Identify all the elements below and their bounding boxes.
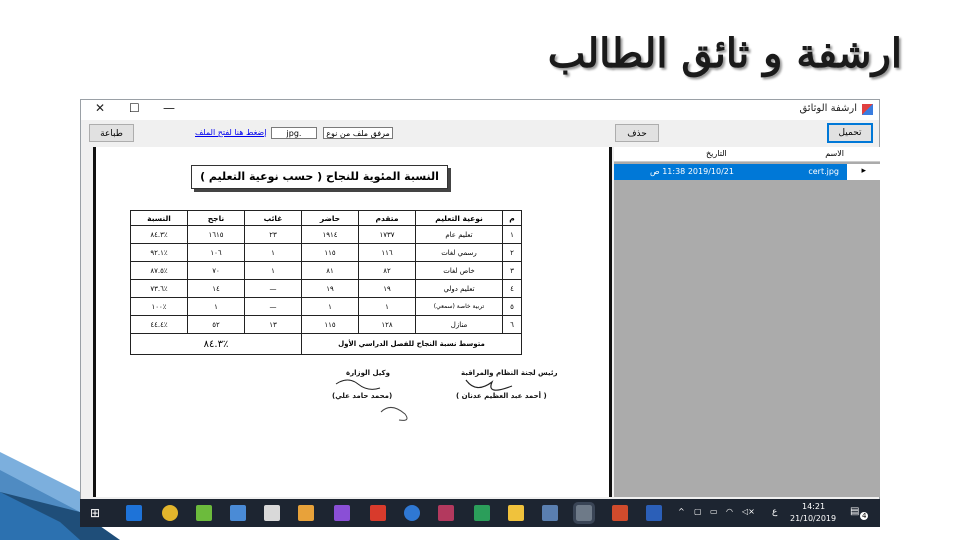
powerpoint-icon[interactable] <box>612 505 628 521</box>
table-cell: تعليم عام <box>416 226 503 244</box>
table-cell: ٣ <box>503 262 522 280</box>
table-cell: ١ <box>359 298 416 316</box>
volume-icon[interactable]: ◁× <box>742 507 755 516</box>
archive-window <box>80 99 880 526</box>
files-grid[interactable] <box>614 147 880 497</box>
table-cell: ٪٨٧.٥ <box>131 262 188 280</box>
table-cell: ٨١ <box>302 262 359 280</box>
close-button[interactable]: ✕ <box>95 101 106 115</box>
table-cell: ١١٥ <box>302 244 359 262</box>
table-row <box>131 244 522 262</box>
teamviewer-icon[interactable] <box>404 505 420 521</box>
app-icon-red[interactable] <box>370 505 386 521</box>
row-file-date: 2019/10/21 11:38 ص <box>650 167 734 176</box>
table-cell: ٪١٠٠ <box>131 298 188 316</box>
grid-row[interactable] <box>614 164 880 180</box>
app-icon-orange[interactable] <box>298 505 314 521</box>
visual-studio-icon[interactable] <box>334 505 350 521</box>
app-icon-paint[interactable] <box>264 505 280 521</box>
table-summary-row <box>131 334 522 355</box>
table-cell: ١٤ <box>188 280 245 298</box>
table-cell: ١٩١٤ <box>302 226 359 244</box>
open-file-link[interactable]: إضغط هنا لفتح الملف <box>195 128 267 137</box>
summary-label: متوسط نسبة النجاح للفصل الدراسي الأول <box>302 334 522 355</box>
table-cell: ٪٧٣.٦ <box>131 280 188 298</box>
file-type-label: مرفق ملف من نوع <box>323 127 393 139</box>
table-cell: ١ <box>245 262 302 280</box>
signature-right-title: رئيس لجنة النظام والمراقبة <box>461 369 558 377</box>
table-cell: ١ <box>245 244 302 262</box>
table-cell: ٦ <box>503 316 522 334</box>
column-header: نوعية التعليم <box>416 211 503 226</box>
delete-button[interactable]: حذف <box>615 124 659 142</box>
excel-icon[interactable] <box>474 505 490 521</box>
table-cell: ٪٩٢.١ <box>131 244 188 262</box>
access-icon[interactable] <box>438 505 454 521</box>
column-header: متقدم <box>359 211 416 226</box>
table-cell: ١٠٦ <box>188 244 245 262</box>
table-cell: منازل <box>416 316 503 334</box>
table-cell: ١٩ <box>359 280 416 298</box>
table-cell: ١١٦ <box>359 244 416 262</box>
table-cell: ٥ <box>503 298 522 316</box>
table-cell: ١ <box>302 298 359 316</box>
column-header-date[interactable]: التاريخ <box>706 149 727 158</box>
table-cell: رسمي لغات <box>416 244 503 262</box>
input-language[interactable]: ع <box>772 507 778 517</box>
table-cell: ٥٢ <box>188 316 245 334</box>
table-cell: تربية خاصة (سمعي) <box>416 298 503 316</box>
table-cell: ١٢٨ <box>359 316 416 334</box>
column-header: م <box>503 211 522 226</box>
table-cell: ١ <box>503 226 522 244</box>
table-row <box>131 226 522 244</box>
table-row <box>131 298 522 316</box>
table-cell: ٪٤٤.٤ <box>131 316 188 334</box>
column-header: غائب <box>245 211 302 226</box>
archive-app-icon[interactable] <box>576 505 592 521</box>
word-icon[interactable] <box>646 505 662 521</box>
table-cell: — <box>245 298 302 316</box>
maximize-button[interactable]: ☐ <box>129 101 140 115</box>
slide-title: ارشفة و ثائق الطالب <box>547 30 902 77</box>
minimize-button[interactable]: — <box>163 101 175 115</box>
notification-icon[interactable]: ▤ <box>850 506 860 517</box>
table-row <box>131 316 522 334</box>
app-icon-green[interactable] <box>196 505 212 521</box>
table-cell: ١ <box>188 298 245 316</box>
upload-button[interactable]: تحميل <box>827 123 873 143</box>
column-header: حاضر <box>302 211 359 226</box>
battery-icon[interactable]: ▭ <box>710 507 718 516</box>
signature-left-name: (محمد حامد علي) <box>332 392 393 400</box>
signature-right-name: ( أحمد عبد العظيم عدنان ) <box>456 392 547 400</box>
table-cell: — <box>245 280 302 298</box>
table-cell: ١٩ <box>302 280 359 298</box>
edge-icon[interactable] <box>126 505 142 521</box>
summary-value: ٪٨٤.٣ <box>131 334 302 355</box>
table-cell: ٨٢ <box>359 262 416 280</box>
table-cell: تعليم دولي <box>416 280 503 298</box>
windows-start-icon[interactable]: ⊞ <box>90 506 101 520</box>
table-cell: ١٧٣٧ <box>359 226 416 244</box>
grid-header <box>614 147 880 162</box>
table-header-row <box>131 211 522 226</box>
table-cell: خاص لغات <box>416 262 503 280</box>
window-titlebar <box>81 100 879 120</box>
table-cell: ٤ <box>503 280 522 298</box>
window-title: ارشفة الوثائق <box>799 103 857 114</box>
folder-icon[interactable] <box>508 505 524 521</box>
tray-window-icon[interactable]: ▢ <box>694 507 702 516</box>
wifi-icon[interactable]: ◠ <box>726 507 733 516</box>
selected-row[interactable] <box>614 164 847 180</box>
signature-left-title: وكيل الوزارة <box>346 369 390 377</box>
table-cell: ١٦١٥ <box>188 226 245 244</box>
table-cell: ٧٠ <box>188 262 245 280</box>
chrome-icon[interactable] <box>162 505 178 521</box>
notification-count: 4 <box>862 512 867 520</box>
table-cell: ١١٥ <box>302 316 359 334</box>
table-cell: ٪٨٤.٣ <box>131 226 188 244</box>
clock-time[interactable]: 14:21 <box>802 502 826 511</box>
table-row <box>131 262 522 280</box>
table-cell: ١٣ <box>245 316 302 334</box>
row-pointer-icon: ▸ <box>861 166 866 176</box>
app-icon-slate[interactable] <box>542 505 558 521</box>
table-cell: ٢ <box>503 244 522 262</box>
app-icon <box>862 104 873 115</box>
column-header: ناجح <box>188 211 245 226</box>
clock-date[interactable]: 21/10/2019 <box>790 514 837 523</box>
handwritten-signatures <box>326 372 526 432</box>
column-header: النسبة <box>131 211 188 226</box>
app-icon-blue[interactable] <box>230 505 246 521</box>
table-cell: ٢٣ <box>245 226 302 244</box>
row-file-name: cert.jpg <box>808 167 839 176</box>
document-title: النسبة المئوية للنجاح ( حسب نوعية التعليم ) <box>191 165 448 189</box>
column-header-name[interactable]: الاسم <box>825 149 844 158</box>
results-table <box>130 210 522 355</box>
table-row <box>131 280 522 298</box>
file-type-value: jpg. <box>271 127 317 139</box>
document-preview <box>93 147 612 497</box>
print-button[interactable]: طباعة <box>89 124 134 142</box>
tray-chevron-icon[interactable]: ^ <box>678 507 685 516</box>
taskbar <box>80 499 880 527</box>
